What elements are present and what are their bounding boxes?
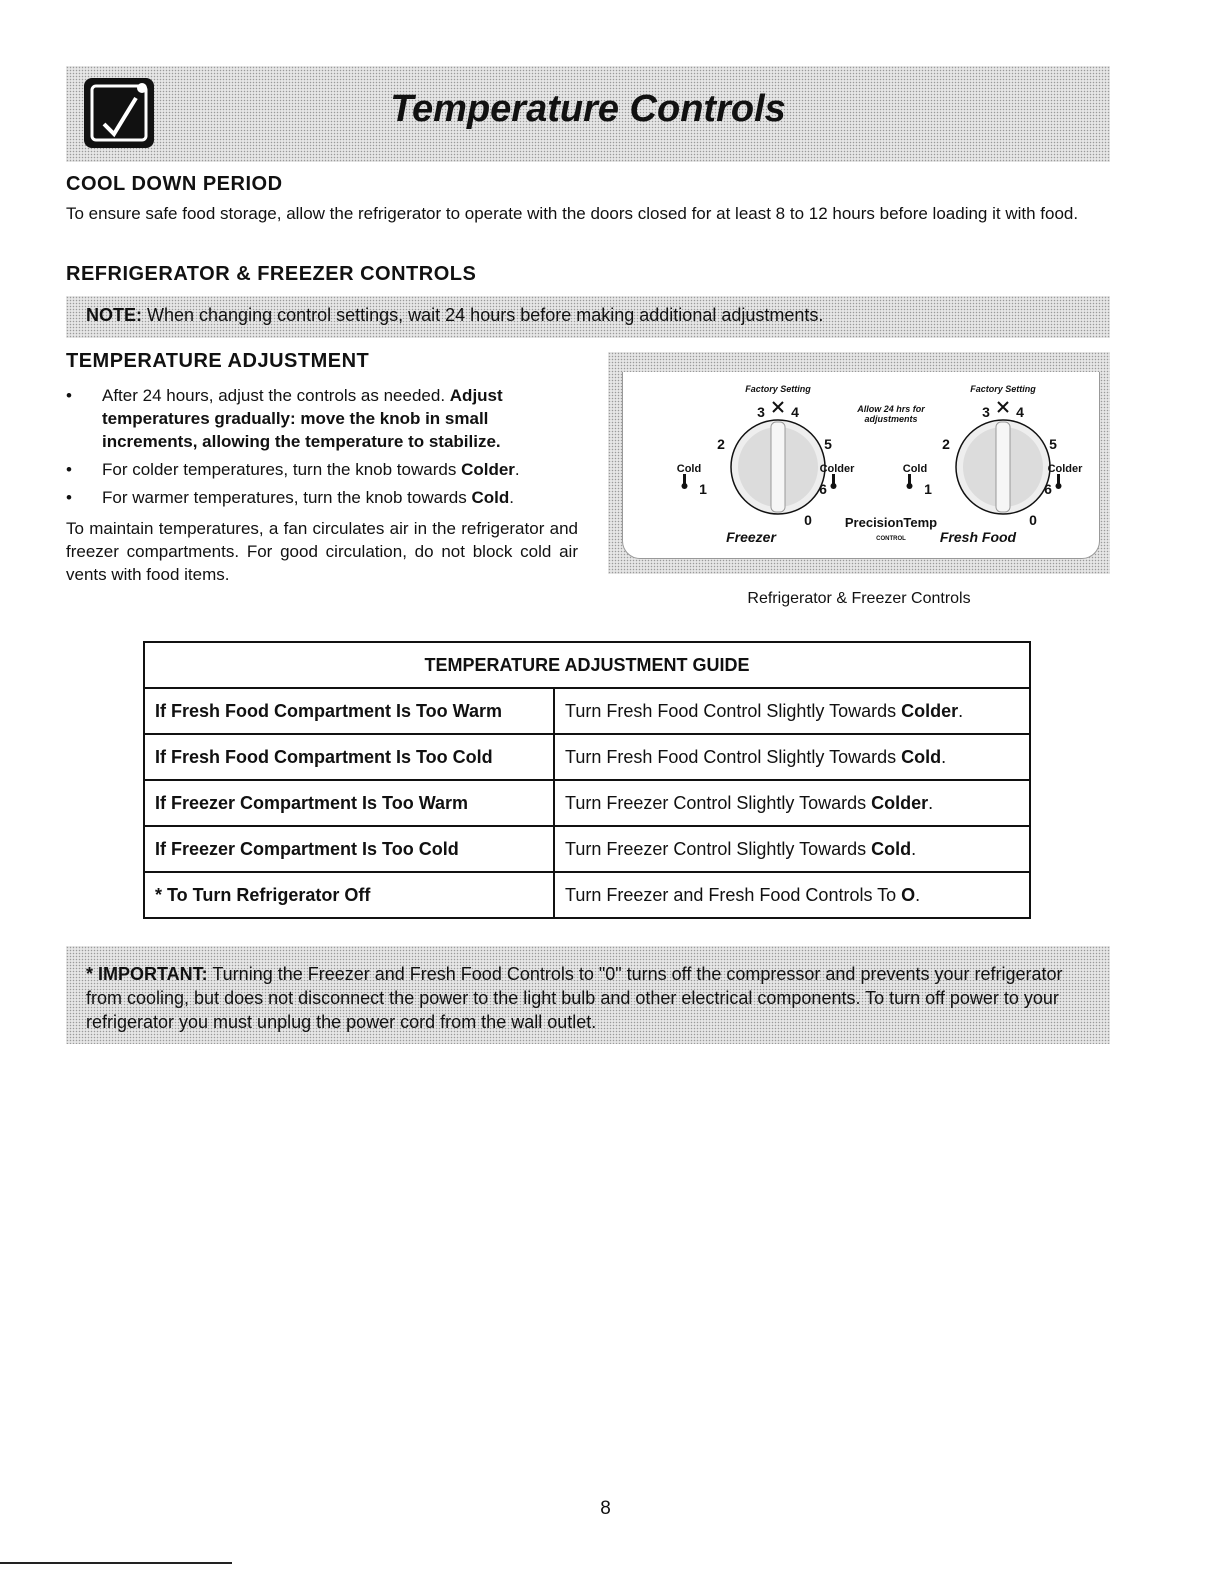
fresh-dial-6: 6 [1044,481,1052,497]
fresh-dial-3: 3 [982,404,990,420]
bullet-bold: Cold [471,488,510,507]
note-banner [66,296,1110,338]
condition-cell: If Fresh Food Compartment Is Too Cold [144,734,554,780]
action-bold: Colder [901,700,959,721]
action-text: Turn Freezer Control Slightly Towards [565,792,872,813]
table-row [144,826,1030,872]
condition-cell: If Fresh Food Compartment Is Too Warm [144,688,554,734]
action-bold: Cold [871,838,912,859]
page-title: Temperature Controls [390,88,786,130]
condition-cell: * To Turn Refrigerator Off [144,872,554,918]
bullet-text: After 24 hours, adjust the controls as needed. [102,386,450,405]
bullet-bold: Adjust temperatures gradually: move the knob in small increments, allowing the temperature to stabilize. [102,386,503,451]
header-banner [66,66,1110,162]
freezer-dial-5: 5 [824,436,832,452]
freezer-knob [731,420,825,514]
action-end: . [958,700,964,721]
controls-illustration [608,352,1110,574]
bullet-bold: Colder [461,460,515,479]
controls-panel [622,372,1100,559]
freezer-label: Freezer [726,529,776,545]
freezer-dial-1: 1 [699,481,707,497]
action-cell [554,872,1030,918]
controls-caption: Refrigerator & Freezer Controls [747,590,971,607]
action-text: Turn Fresh Food Control Slightly Towards [565,700,902,721]
thermometer-icon [831,474,837,489]
brand-sub-label: CONTROL [876,536,906,542]
fresh-dial-4: 4 [1016,404,1024,420]
important-text [86,962,1101,1034]
condition-cell: If Freezer Compartment Is Too Warm [144,780,554,826]
freezer-colder-label: Colder [819,463,855,475]
table-row [144,872,1030,918]
freezer-dial-6: 6 [819,481,827,497]
fresh-dial-0: 0 [1029,512,1037,528]
freezer-dial-2: 2 [717,436,725,452]
table-row [144,780,1030,826]
condition-cell: If Freezer Compartment Is Too Cold [144,826,554,872]
bullet-item [66,384,586,453]
important-label: * IMPORTANT: [86,964,208,984]
footer-rule [0,1562,232,1564]
control-knobs-diagram [623,372,1099,558]
temp-adjust-heading: TEMPERATURE ADJUSTMENT [66,350,370,372]
action-cell [554,826,1030,872]
cool-down-heading: COOL DOWN PERIOD [66,173,283,195]
action-end: . [941,746,947,767]
ref-freezer-heading: REFRIGERATOR & FREEZER CONTROLS [66,263,477,285]
brand-label: PrecisionTemp [844,515,938,530]
freezer-factory-label: Factory Setting [745,384,811,394]
table-row [144,734,1030,780]
action-end: . [928,792,934,813]
note-label: NOTE: [86,305,142,325]
important-body: Turning the Freezer and Fresh Food Controls to "0" turns off the compressor and prevents your refrigerator from cooling, but does not disconnect the power to the light bulb and other electrical components. To turn off power to your refrigerator you must unplug the power cord from the wall outlet. [86,964,1063,1032]
action-end: . [911,838,917,859]
table-row [144,688,1030,734]
thermometer-icon [1056,474,1062,489]
action-cell [554,780,1030,826]
bullet-after: . [509,488,514,507]
fresh-colder-label: Colder [1047,463,1083,475]
temp-adjust-list [66,384,586,514]
page-number: 8 [600,1498,611,1519]
action-cell [554,688,1030,734]
table-header-row [144,642,1030,688]
action-cell [554,734,1030,780]
freezer-dial-0: 0 [804,512,812,528]
thermometer-icon [907,474,913,489]
bullet-after: . [514,460,520,479]
fresh-factory-label: Factory Setting [970,384,1036,394]
fresh-food-knob [956,420,1050,514]
adjustment-guide-table [143,641,1031,919]
circulation-text: To maintain temperatures, a fan circulates air in the refrigerator and freezer compartments. For good circulation, do not block cold air vents with food items. [66,519,578,584]
fresh-dial-1: 1 [924,481,932,497]
fresh-dial-2: 2 [942,436,950,452]
bullet-item [66,486,586,509]
table-title: TEMPERATURE ADJUSTMENT GUIDE [144,642,1030,688]
fresh-food-label: Fresh Food [939,529,1017,545]
action-text: Turn Fresh Food Control Slightly Towards [565,746,902,767]
fresh-cold-label: Cold [902,463,928,475]
freezer-dial-3: 3 [757,404,765,420]
allow-label-1: Allow 24 hrs for [857,404,925,414]
action-text: Turn Freezer Control Slightly Towards [565,838,872,859]
thermometer-icon [682,474,688,489]
action-bold: Cold [901,746,942,767]
freezer-dial-4: 4 [791,404,799,420]
action-bold: O [901,884,916,905]
note-text [86,305,823,326]
action-end: . [915,884,921,905]
allow-label-2: adjustments [864,414,918,424]
freezer-cold-label: Cold [676,463,702,475]
important-banner [66,946,1110,1044]
action-bold: Colder [871,792,929,813]
fresh-dial-5: 5 [1049,436,1057,452]
action-text: Turn Freezer and Fresh Food Controls To [565,884,902,905]
cool-down-text: To ensure safe food storage, allow the refrigerator to operate with the doors closed for at least 8 to 12 hours before loading it with food. [66,204,1079,223]
bullet-text: For warmer temperatures, turn the knob towards [102,488,472,507]
bullet-item [66,458,586,481]
note-body: When changing control settings, wait 24 hours before making additional adjustments. [142,305,824,325]
bullet-text: For colder temperatures, turn the knob towards [102,460,462,479]
